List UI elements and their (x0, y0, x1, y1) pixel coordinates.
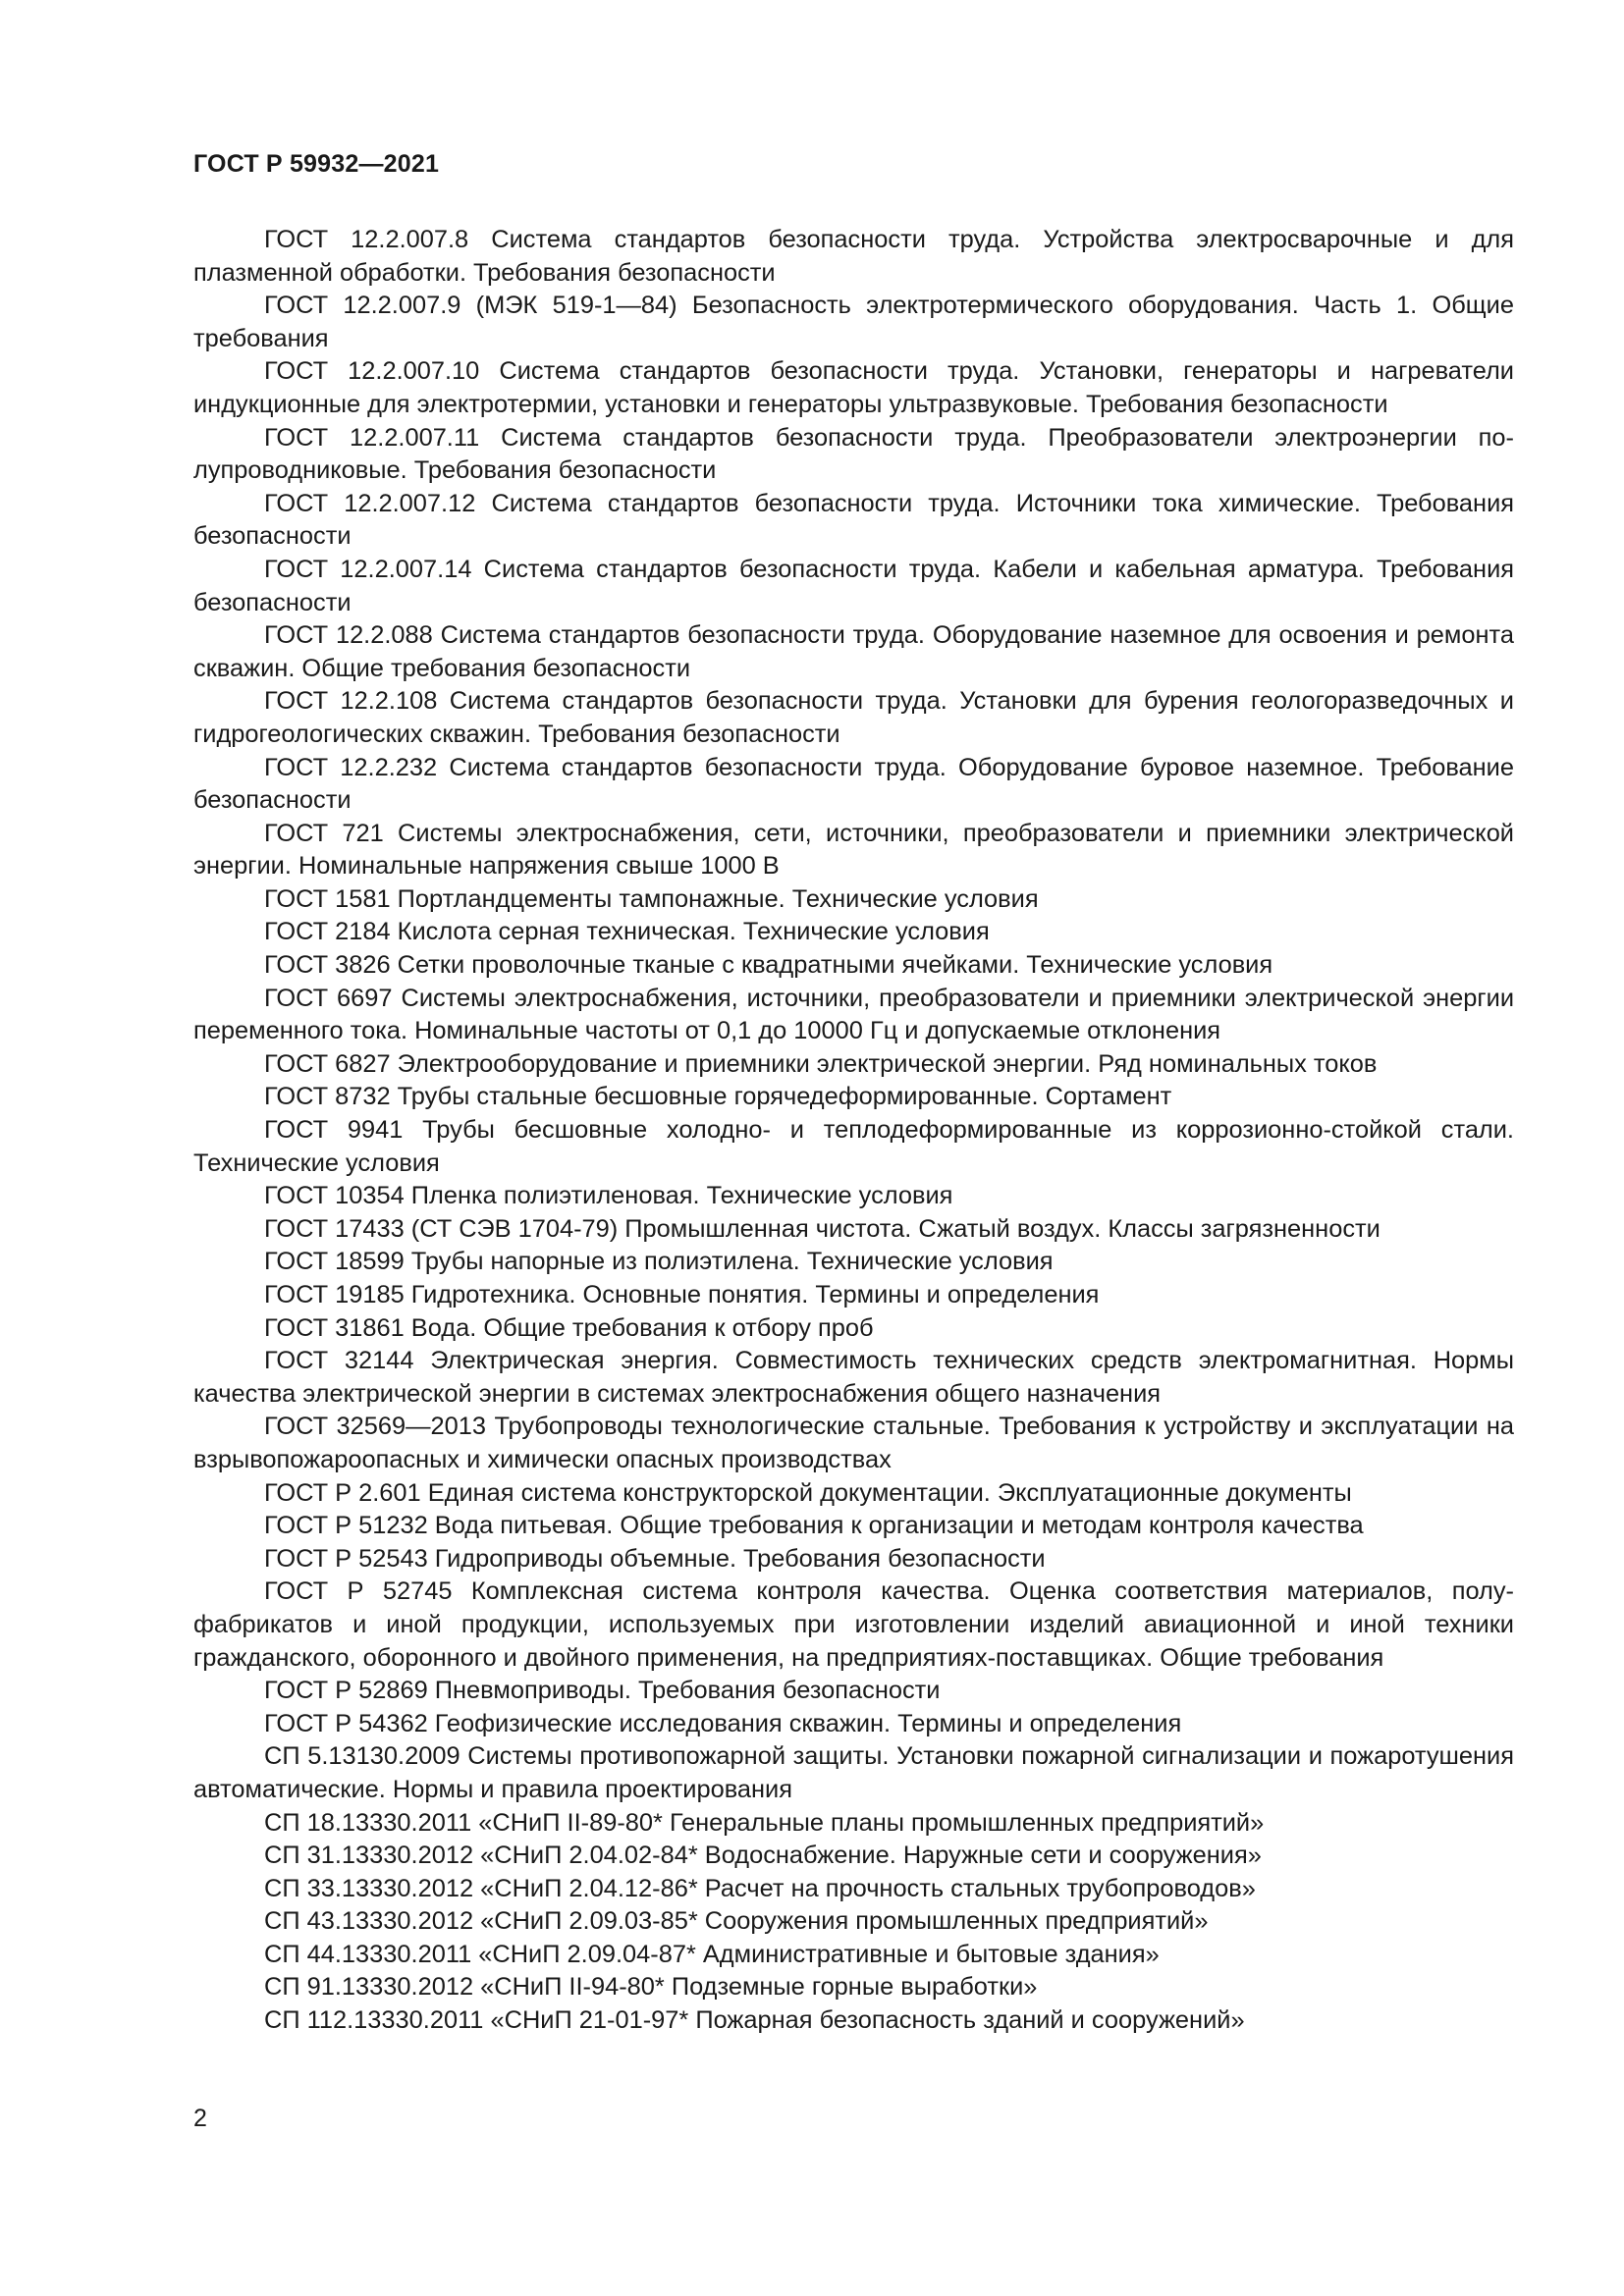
reference-item: СП 18.13330.2011 «СНиП II-89-80* Генеральные планы промышленных предприятий» (264, 1808, 1265, 1837)
reference-item: ГОСТ Р 52745 Комплексная система контроля качества. Оценка соответствия материалов, полуфабрикатов и иной продукции, используемых при изготовлении изделий авиационной и иной техники гражданского, оборонного и двойного применения, на предприятиях-поставщиках. Общие требования (193, 1577, 1514, 1672)
page-header: ГОСТ Р 59932—2021 (193, 150, 440, 178)
reference-item: ГОСТ 3826 Сетки проволочные тканые с квадратными ячейками. Технические условия (264, 951, 1273, 980)
reference-item: ГОСТ 6827 Электрооборудование и приемники электрической энергии. Ряд номинальных токов (264, 1049, 1378, 1078)
reference-item: ГОСТ 31861 Вода. Общие требования к отбору проб (264, 1313, 874, 1342)
normative-references-list (193, 224, 1514, 2038)
reference-item: ГОСТ 17433 (СТ СЭВ 1704-79) Промышленная чистота. Сжатый воздух. Классы загрязненности (264, 1214, 1380, 1243)
reference-item: ГОСТ 721 Системы электроснабжения, сети, источники, преобразователи и приемники электрической энергии. Номинальные напряжения свыше 1000 В (193, 819, 1514, 881)
reference-item: ГОСТ 1581 Портландцементы тампонажные. Технические условия (264, 884, 1039, 913)
reference-item: ГОСТ 8732 Трубы стальные бесшовные горячедеформированные. Сортамент (264, 1083, 1172, 1111)
reference-item: ГОСТ Р 54362 Геофизические исследования скважин. Термины и определения (264, 1709, 1182, 1737)
reference-item: ГОСТ 12.2.007.10 Система стандартов безопасности труда. Установки, генераторы и нагреватели индукционные для электротермии, установки и генераторы ультразвуковые. Требования безопасности (193, 357, 1514, 418)
reference-item: ГОСТ Р 51232 Вода питьевая. Общие требования к организации и методам контроля качества (264, 1512, 1364, 1540)
reference-item: ГОСТ Р 2.601 Единая система конструкторской документации. Эксплуатационные документы (264, 1478, 1352, 1507)
reference-item: ГОСТ 32569—2013 Трубопроводы технологические стальные. Требования к устройству и эксплуатации на взрывопожароопасных и химически опасных производствах (193, 1413, 1514, 1473)
reference-item: ГОСТ 12.2.007.12 Система стандартов безопасности труда. Источники тока химические. Требования безопасности (193, 489, 1514, 551)
reference-item: ГОСТ 19185 Гидротехника. Основные понятия. Термины и определения (264, 1281, 1100, 1308)
page-number: 2 (193, 2105, 207, 2132)
reference-item: СП 43.13330.2012 «СНиП 2.09.03-85* Сооружения промышленных предприятий» (264, 1907, 1209, 1936)
reference-item: ГОСТ 18599 Трубы напорные из полиэтилена. Технические условия (264, 1248, 1054, 1276)
reference-item: СП 44.13330.2011 «СНиП 2.09.04-87* Административные и бытовые здания» (264, 1940, 1160, 1968)
reference-item: ГОСТ 9941 Трубы бесшовные холодно- и теплодеформированные из коррозионно-стойкой стали. Технические условия (193, 1116, 1514, 1177)
reference-item: ГОСТ 12.2.007.9 (МЭК 519-1—84) Безопасность электротермического оборудования. Часть 1. Общие требования (193, 292, 1514, 352)
reference-item: СП 91.13330.2012 «СНиП II-94-80* Подземные горные выработки» (264, 1973, 1038, 2002)
reference-item: СП 31.13330.2012 «СНиП 2.04.02-84* Водоснабжение. Наружные сети и сооружения» (264, 1842, 1262, 1870)
reference-item: ГОСТ 2184 Кислота серная техническая. Технические условия (264, 918, 990, 946)
reference-item: ГОСТ 10354 Пленка полиэтиленовая. Технические условия (264, 1182, 953, 1210)
reference-item: СП 112.13330.2011 «СНиП 21-01-97* Пожарная безопасность зданий и сооружений» (264, 2006, 1245, 2035)
reference-item: ГОСТ 12.2.232 Система стандартов безопасности труда. Оборудование буровое наземное. Требование безопасности (193, 753, 1514, 815)
reference-item: ГОСТ Р 52869 Пневмоприводы. Требования безопасности (264, 1677, 941, 1705)
reference-item: СП 33.13330.2012 «СНиП 2.04.12-86* Расчет на прочность стальных трубопроводов» (264, 1874, 1256, 1902)
reference-item: ГОСТ 12.2.088 Система стандартов безопасности труда. Оборудование наземное для освоения и ремонта скважин. Общие требования безопасности (193, 621, 1514, 682)
reference-item: ГОСТ 6697 Системы электроснабжения, источники, преобразователи и приемники электрической энергии переменного тока. Номинальные частоты от 0,1 до 10000 Гц и допускаемые отклонения (193, 984, 1514, 1045)
reference-item: ГОСТ 12.2.108 Система стандартов безопасности труда. Установки для бурения геологоразведочных и гидрогеологических скважин. Требования безопасности (193, 687, 1514, 748)
reference-item: ГОСТ 12.2.007.8 Система стандартов безопасности труда. Устройства электросварочные и для плазменной обработки. Требования безопасности (193, 226, 1514, 287)
reference-item: ГОСТ 12.2.007.14 Система стандартов безопасности труда. Кабели и кабельная арматура. Требования безопасности (193, 555, 1514, 616)
reference-item: ГОСТ 32144 Электрическая энергия. Совместимость технических средств электромагнитная. Нормы качества электрической энергии в системах электроснабжения общего назначения (193, 1347, 1514, 1408)
reference-item: СП 5.13130.2009 Системы противопожарной защиты. Установки пожарной сигнализации и пожаротушения автоматические. Нормы и правила проектирования (193, 1742, 1514, 1803)
reference-item: ГОСТ Р 52543 Гидроприводы объемные. Требования безопасности (264, 1544, 1046, 1573)
reference-item: ГОСТ 12.2.007.11 Система стандартов безопасности труда. Преобразователи электроэнергии полупроводниковые. Требования безопасности (193, 423, 1514, 485)
